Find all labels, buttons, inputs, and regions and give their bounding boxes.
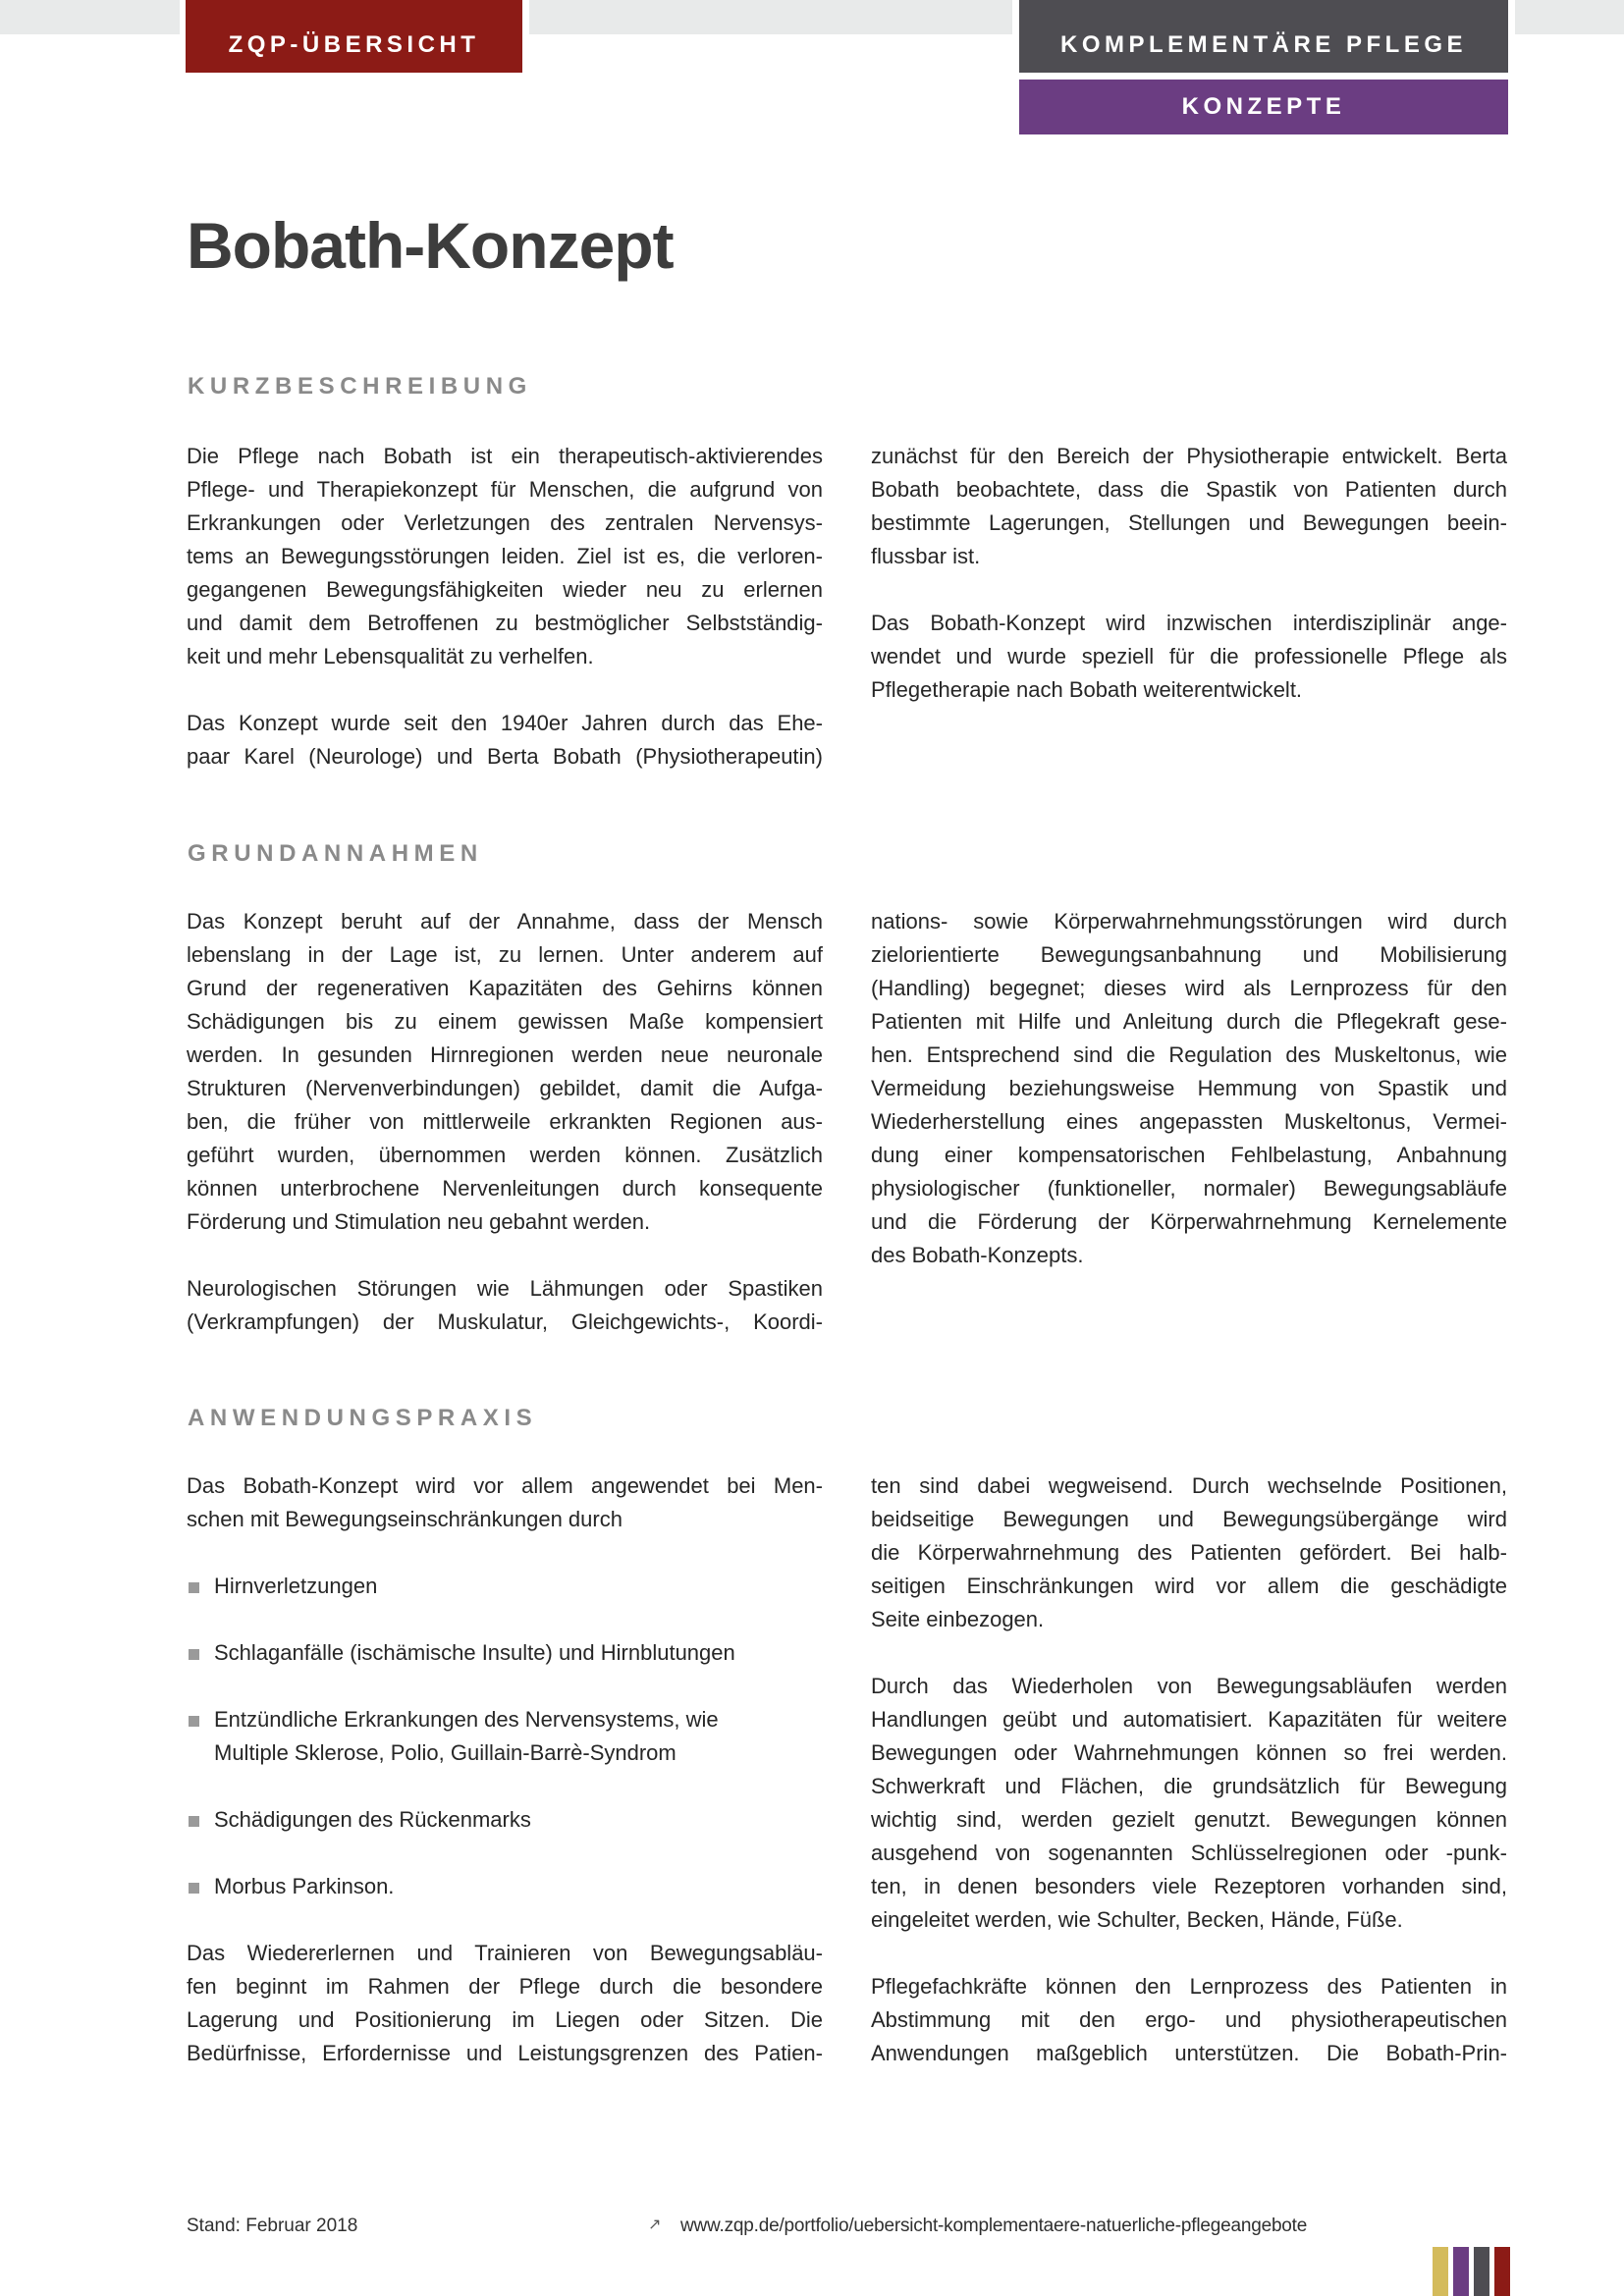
text-line: Handlungen geübt und automatisiert. Kapazitäten für weitere [871,1707,1507,1732]
subcategory-badge [1019,80,1508,134]
text-line: Lagerung und Positionierung im Liegen oder Sitzen. Die [187,2007,823,2032]
section-2-left-column [187,905,823,1339]
text-line: gegangenen Bewegungsfähigkeiten wieder neu zu erlernen [187,577,823,602]
text-line: Abstimmung mit den ergo- und physiotherapeutischen [871,2007,1507,2032]
brand-bar [1433,2247,1448,2296]
text-line: Bobath beobachtete, dass die Spastik von Patienten durch [871,477,1507,502]
series-label: ZQP-ÜBERSICHT [228,31,480,58]
text-line: Seite einbezogen. [871,1607,1045,1631]
paragraph-gap [871,573,1507,607]
text-line: Neurologischen Störungen wie Lähmungen oder Spastiken [187,1276,823,1301]
text-line: bestimmte Lagerungen, Stellungen und Bewegungen beein- [871,510,1507,535]
text-line: fen beginnt im Rahmen der Pflege durch die besondere [187,1974,823,1999]
paragraph-gap [871,1937,1507,1970]
section-1-right-column [871,440,1507,707]
series-label-badge [186,0,522,73]
text-line: zielorientierte Bewegungsanbahnung und Mobilisierung [871,942,1507,967]
section-heading-anwendungspraxis: ANWENDUNGSPRAXIS [188,1405,538,1431]
text-line: ben, die früher von mittlerweile erkrankten Regionen aus- [187,1109,823,1134]
brand-bar [1494,2247,1510,2296]
text-line: Förderung und Stimulation neu gebahnt werden. [187,1209,651,1234]
text-line: und damit dem Betroffenen zu bestmöglicher Selbstständig- [187,611,823,635]
text-line: werden. In gesunden Hirnregionen werden neue neuronale [187,1042,823,1067]
text-line: Erkrankungen oder Verletzungen des zentralen Nervensys- [187,510,823,535]
text-line: schen mit Bewegungseinschränkungen durch [187,1507,623,1531]
section-3-left-intro [187,1469,823,1536]
bullet-text: Hirnverletzungen [214,1574,378,1598]
text-line: zunächst für den Bereich der Physiotherapie entwickelt. Berta [871,444,1507,468]
text-line: tems an Bewegungsstörungen leiden. Ziel ist es, die verloren- [187,544,823,568]
text-line: flussbar ist. [871,544,981,568]
text-line: Bewegungen oder Wahrnehmungen können so frei werden. [871,1740,1507,1765]
square-bullet-icon [189,1582,199,1593]
section-3-right-column [871,1469,1507,2070]
text-line: Schädigungen bis zu einem gewissen Maße kompensiert [187,1009,823,1034]
text-line: Das Konzept beruht auf der Annahme, dass der Mensch [187,909,823,934]
text-line: seitigen Einschränkungen wird vor allem die geschädigte [871,1574,1507,1598]
text-line: Das Bobath-Konzept wird inzwischen interdisziplinär ange- [871,611,1507,635]
footer-stand-date: Stand: Februar 2018 [187,2216,358,2236]
paragraph-gap [187,673,823,707]
paragraph-gap [871,1636,1507,1670]
section-heading-kurzbeschreibung: KURZBESCHREIBUNG [188,373,532,400]
section-heading-grundannahmen: GRUNDANNAHMEN [188,840,483,867]
text-line: Pflegefachkräfte können den Lernprozess des Patienten in [871,1974,1507,1999]
brand-bar [1453,2247,1469,2296]
square-bullet-icon [189,1716,199,1727]
text-line: Patienten mit Hilfe und Anleitung durch die Pflegekraft gese- [871,1009,1507,1034]
bullet-text: Schlaganfälle (ischämische Insulte) und Hirnblutungen [214,1640,735,1665]
text-line: Pflegetherapie nach Bobath weiterentwickelt. [871,677,1303,702]
bullet-text: Morbus Parkinson. [214,1874,395,1898]
text-line: Strukturen (Nervenverbindungen) gebildet, damit die Aufga- [187,1076,823,1100]
text-line: physiologischer (funktioneller, normaler) Bewegungsabläufe [871,1176,1507,1201]
bullet-text: Schädigungen des Rückenmarks [214,1807,531,1832]
category-badge [1019,0,1508,73]
paragraph-gap [187,1239,823,1272]
text-line: hen. Entsprechend sind die Regulation des Muskeltonus, wie [871,1042,1507,1067]
text-line: und die Förderung der Körperwahrnehmung Kernelemente [871,1209,1507,1234]
text-line: Anwendungen maßgeblich unterstützen. Die Bobath-Prin- [871,2041,1507,2065]
square-bullet-icon [189,1649,199,1660]
text-line: Die Pflege nach Bobath ist ein therapeutisch-aktivierendes [187,444,823,468]
text-line: Das Bobath-Konzept wird vor allem angewendet bei Men- [187,1473,823,1498]
bullet-text: Multiple Sklerose, Polio, Guillain-Barrè-Syndrom [214,1740,677,1765]
text-line: eingeleitet werden, wie Schulter, Becken, Hände, Füße. [871,1907,1403,1932]
text-line: Das Konzept wurde seit den 1940er Jahren durch das Ehe- [187,711,823,735]
text-line: nations- sowie Körperwahrnehmungsstörungen wird durch [871,909,1507,934]
text-line: Pflege- und Therapiekonzept für Menschen, die aufgrund von [187,477,823,502]
subcategory-label: KONZEPTE [1181,93,1346,120]
square-bullet-icon [189,1816,199,1827]
text-line: die Körperwahrnehmung des Patienten gefördert. Bei halb- [871,1540,1507,1565]
text-line: Vermeidung beziehungsweise Hemmung von Spastik und [871,1076,1507,1100]
text-line: (Verkrampfungen) der Muskulatur, Gleichgewichts-, Koordi- [187,1309,823,1334]
text-line: wichtig sind, werden gezielt genutzt. Bewegungen können [871,1807,1507,1832]
text-line: Schwerkraft und Flächen, die grundsätzlich für Bewegung [871,1774,1507,1798]
brand-color-bars [1433,2247,1510,2296]
text-line: ten sind dabei wegweisend. Durch wechselnde Positionen, [871,1473,1507,1498]
bullet-text: Entzündliche Erkrankungen des Nervensystems, wie [214,1707,719,1732]
text-line: beidseitige Bewegungen und Bewegungsübergänge wird [871,1507,1507,1531]
text-line: dung einer kompensatorischen Fehlbelastung, Anbahnung [871,1143,1507,1167]
external-link-arrow-icon: ↗ [648,2216,662,2233]
text-line: lebenslang in der Lage ist, zu lernen. Unter anderem auf [187,942,823,967]
text-line: ausgehend von sogenannten Schlüsselregionen oder -punk- [871,1841,1507,1865]
text-line: (Handling) begegnet; dieses wird als Lernprozess für den [871,976,1507,1000]
square-bullet-icon [189,1883,199,1894]
text-line: Durch das Wiederholen von Bewegungsabläufen werden [871,1674,1507,1698]
text-line: geführt wurden, übernommen werden können. Zusätzlich [187,1143,823,1167]
page-title: Bobath-Konzept [187,209,674,282]
text-line: Bedürfnisse, Erfordernisse und Leistungsgrenzen des Patien- [187,2041,823,2065]
footer-url-link[interactable]: www.zqp.de/portfolio/uebersicht-komplementaere-natuerliche-pflegeangebote [680,2216,1308,2236]
category-label: KOMPLEMENTÄRE PFLEGE [1059,31,1467,58]
section-2-right-column [871,905,1507,1272]
text-line: ten, in denen besonders viele Rezeptoren vorhanden sind, [871,1874,1507,1898]
brand-bar [1474,2247,1489,2296]
text-line: Grund der regenerativen Kapazitäten des Gehirns können [187,976,823,1000]
text-line: wendet und wurde speziell für die professionelle Pflege als [871,644,1507,668]
text-line: Wiederherstellung eines angepassten Muskeltonus, Vermei- [871,1109,1507,1134]
text-line: Das Wiedererlernen und Trainieren von Bewegungsabläu- [187,1941,823,1965]
text-line: des Bobath-Konzepts. [871,1243,1084,1267]
text-line: paar Karel (Neurologe) und Berta Bobath (Physiotherapeutin) [187,744,823,769]
section-1-left-column [187,440,823,774]
text-line: können unterbrochene Nervenleitungen durch konsequente [187,1176,823,1201]
text-line: keit und mehr Lebensqualität zu verhelfen. [187,644,594,668]
section-3-left-outro [187,1937,823,2070]
